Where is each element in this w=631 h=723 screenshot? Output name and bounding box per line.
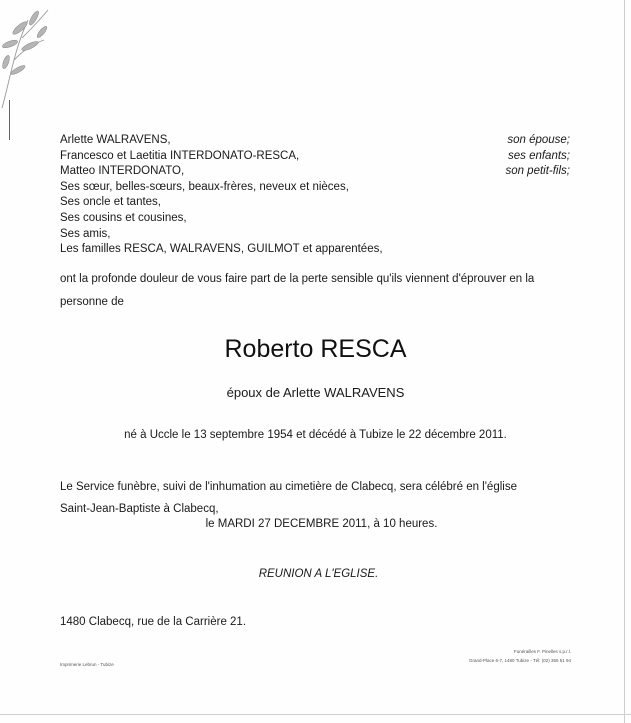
service-text: [60, 476, 517, 520]
family-name: Matteo INTERDONATO,: [60, 165, 185, 178]
service-line-1: Le Service funèbre, suivi de l'inhumation au cimetière de Clabecq, sera célébré en l'église: [60, 481, 517, 493]
deceased-spouse: époux de Arlette WALRAVENS: [226, 385, 405, 400]
family-row: [60, 164, 570, 180]
family-role: ses enfants;: [507, 149, 570, 162]
family-name: Arlette WALRAVENS,: [60, 134, 171, 146]
family-name: Les familles RESCA, WALRAVENS, GUILMOT et apparentées,: [60, 243, 383, 256]
family-role: son petit-fils;: [505, 165, 570, 178]
family-row: [60, 195, 570, 211]
announcement-line-2: personne de: [60, 296, 124, 308]
family-row: [60, 149, 570, 165]
bottom-edge-rule: [0, 714, 631, 715]
family-name: Ses amis,: [60, 227, 111, 240]
family-row: [60, 180, 570, 196]
service-line-2: Saint-Jean-Baptiste à Clabecq,: [60, 503, 219, 515]
family-address: 1480 Clabecq, rue de la Carrière 21.: [60, 616, 247, 628]
family-row: [60, 211, 570, 227]
family-row: [60, 133, 570, 149]
family-name: Ses oncle et tantes,: [60, 196, 162, 209]
family-list: [60, 133, 570, 258]
family-name: Francesco et Laetitia INTERDONATO-RESCA,: [60, 149, 300, 162]
family-row: [60, 242, 570, 258]
family-name: Ses cousins et cousines,: [60, 211, 187, 224]
service-date: le MARDI 27 DECEMBRE 2011, à 10 heures.: [205, 518, 438, 530]
undertaker-credit: [469, 647, 571, 665]
olive-branch-icon: [0, 0, 60, 110]
undertaker-name: Funérailles F. Pinelles s.p.r.l.: [513, 649, 571, 654]
undertaker-address: Grand-Place 6-7, 1480 Tubize - Tél: (02) 355 51 94: [469, 658, 571, 663]
birth-death-line: né à Uccle le 13 septembre 1954 et décédé à Tubize le 22 décembre 2011.: [124, 429, 507, 441]
family-row: [60, 227, 570, 243]
left-margin-rule: [9, 100, 10, 140]
family-name: Ses sœur, belles-sœurs, beaux-frères, neveux et nièces,: [60, 180, 349, 193]
announcement-line-1: ont la profonde douleur de vous faire part de la perte sensible qu'ils viennent d'éprouver en la: [60, 273, 535, 285]
family-role: son épouse;: [507, 134, 570, 146]
printer-credit: Imprimerie Lebrun - Tubize: [60, 662, 114, 667]
deceased-name: Roberto RESCA: [224, 335, 407, 363]
reunion-note: REUNION A L'EGLISE.: [258, 568, 379, 580]
